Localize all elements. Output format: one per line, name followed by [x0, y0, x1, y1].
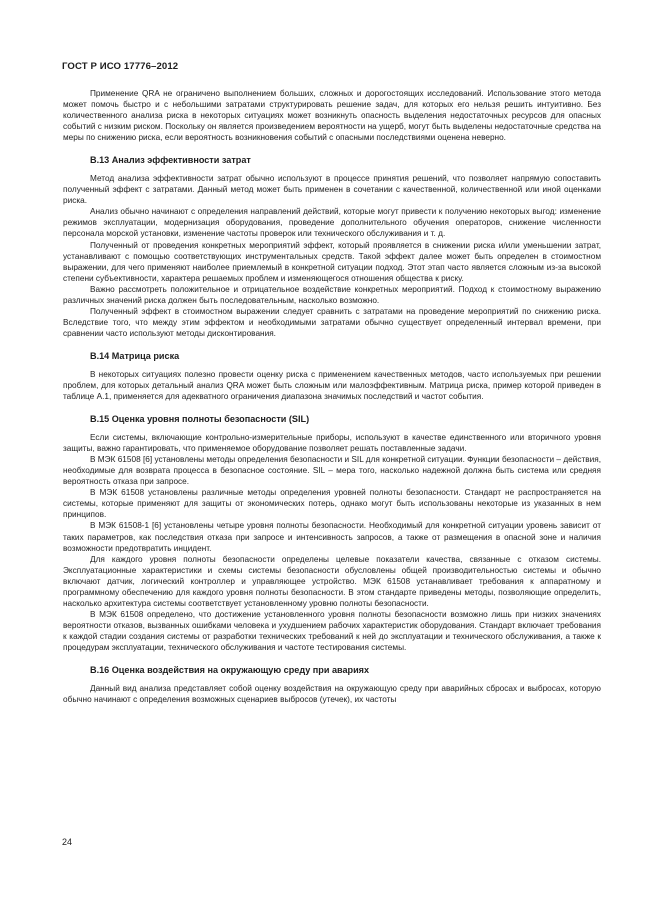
paragraph: Данный вид анализа представляет собой оценку воздействия на окружающую среду при аварийных сбросах и выбросах, которую обычно начинают с определения возможных сценариев выбросов (утечек), их частоты: [63, 684, 601, 705]
document-body: [63, 88, 601, 705]
paragraph: Анализ обычно начинают с определения направлений действий, которые могут привести к получению некоторых выгод: изменение режимов эксплуатации, модернизация оборудования, проведение дополнительного обучения операторов, снижение численности персонала морской установки, изменение частоты проверок или технического обслуживания и т. д.: [63, 207, 601, 239]
paragraph: Применение QRA не ограничено выполнением больших, сложных и дорогостоящих исследований. Использование этого метода может помочь быстро и с небольшими затратами структурировать решение задач, для которых его нельзя решить интуитивно. Без количественного анализа риска в некоторых ситуациях может возникнуть опасность выделения недостаточных ресурсов для опасных событий с низким риском. Поскольку он является произведением вероятности на ущерб, могут быть выделены недостаточные средства на меры по снижению риска, если вероятность возникновения событий с опасными последствиями оценена неверно.: [63, 89, 601, 143]
document-header: ГОСТ Р ИСО 17776–2012: [62, 61, 179, 72]
section-heading: В.16 Оценка воздействия на окружающую среду при авариях: [90, 665, 370, 676]
paragraph: В МЭК 61508 установлены различные методы определения уровней полноты безопасности. Стандарт не распространяется на системы, которые применяют для защиты от экономических потерь, однако могут быть использованы некоторые из указанных в нем принципов.: [63, 488, 601, 520]
paragraph: В некоторых ситуациях полезно провести оценку риска с применением качественных методов, часто используемых при решении проблем, для которых детальный анализ QRA может быть сложным или малоэффективным. Матрица риска, пример которой приведен в таблице А.1, применяется для адекватного ограничения диапазона значимых последствий и частот события.: [63, 369, 601, 402]
paragraph: Важно рассмотреть положительное и отрицательное воздействие конкретных мероприятий. Подход к стоимостному выражению различных значений риска должен быть последовательным, насколько возможно.: [63, 284, 601, 305]
paragraph: Для каждого уровня полноты безопасности определены целевые показатели качества, связанные с отказом системы. Эксплуатационные характеристики и схемы системы безопасности обусловлены общей производительностью системы и обычно включают датчик, логический контроллер и управляющее устройство. МЭК 61508 устанавливает требования к аппаратному и программному обеспечению для каждого уровня полноты безопасности. В этом стандарте приведены методы, позволяющие определить, насколько архитектура системы соответствует установленному уровню полноты безопасности.: [63, 554, 601, 608]
paragraph: В МЭК 61508-1 [6] установлены четыре уровня полноты безопасности. Необходимый для конкретной ситуации уровень зависит от таких параметров, как последствия отказа при запросе и интенсивность запросов, а также от размещения в опасной зоне и наличия возможности предотвратить инцидент.: [63, 521, 601, 553]
paragraph: В МЭК 61508 [6] установлены методы определения безопасности и SIL для конкретной ситуации. Функции безопасности – действия, необходимые для возврата процесса в безопасное состояние. SIL – мера того, насколько надежной должна быть система или средняя вероятность отказа при запросе.: [63, 455, 601, 487]
section-heading: В.13 Анализ эффективности затрат: [90, 155, 251, 166]
paragraph: Если системы, включающие контрольно-измерительные приборы, используют в качестве единственного или вторичного уровня защиты, важно гарантировать, что применяемое оборудование позволяет решать поставленные задачи.: [63, 433, 601, 454]
paragraph: В МЭК 61508 определено, что достижение установленного уровня полноты безопасности возможно лишь при низких значениях вероятности отказов, вызванных ошибками человека и ухудшением рабочих характеристик оборудования. Стандарт включает требования к каждой стадии создания системы от разработки технических требований к ней до эксплуатации и технического обслуживания, а также к процедурам эксплуатации, технического обслуживания и частоте тестирования системы.: [63, 609, 601, 652]
section-heading: В.14 Матрица риска: [90, 350, 180, 361]
page-number: 24: [62, 837, 73, 847]
paragraph: Полученный эффект в стоимостном выражении следует сравнить с затратами на проведение мероприятий по снижению риска. Вследствие того, что между этим эффектом и необходимыми затратами обычно существует определенный интервал времени, при сравнении часто используют методы дисконтирования.: [63, 306, 601, 338]
paragraph: Полученный от проведения конкретных мероприятий эффект, который проявляется в снижении риска и/или уменьшении затрат, устанавливают с помощью соответствующих инструментальных средств. Такой эффект далее может быть определен в стоимостном выражении, для чего применяют наиболее приемлемый в конкретной ситуации подход. Этот этап часто является сложным из-за высокой степени субъективности, характера решаемых проблем и изменяющегося отношения общества к риску.: [63, 240, 601, 283]
paragraph: Метод анализа эффективности затрат обычно используют в процессе принятия решений, что позволяет напрямую сопоставить полученный эффект с затратами. Данный метод может быть применен в сочетании с качественной, количественной или иной оценками риска.: [63, 174, 601, 206]
section-heading: В.15 Оценка уровня полноты безопасности (SIL): [90, 414, 310, 425]
